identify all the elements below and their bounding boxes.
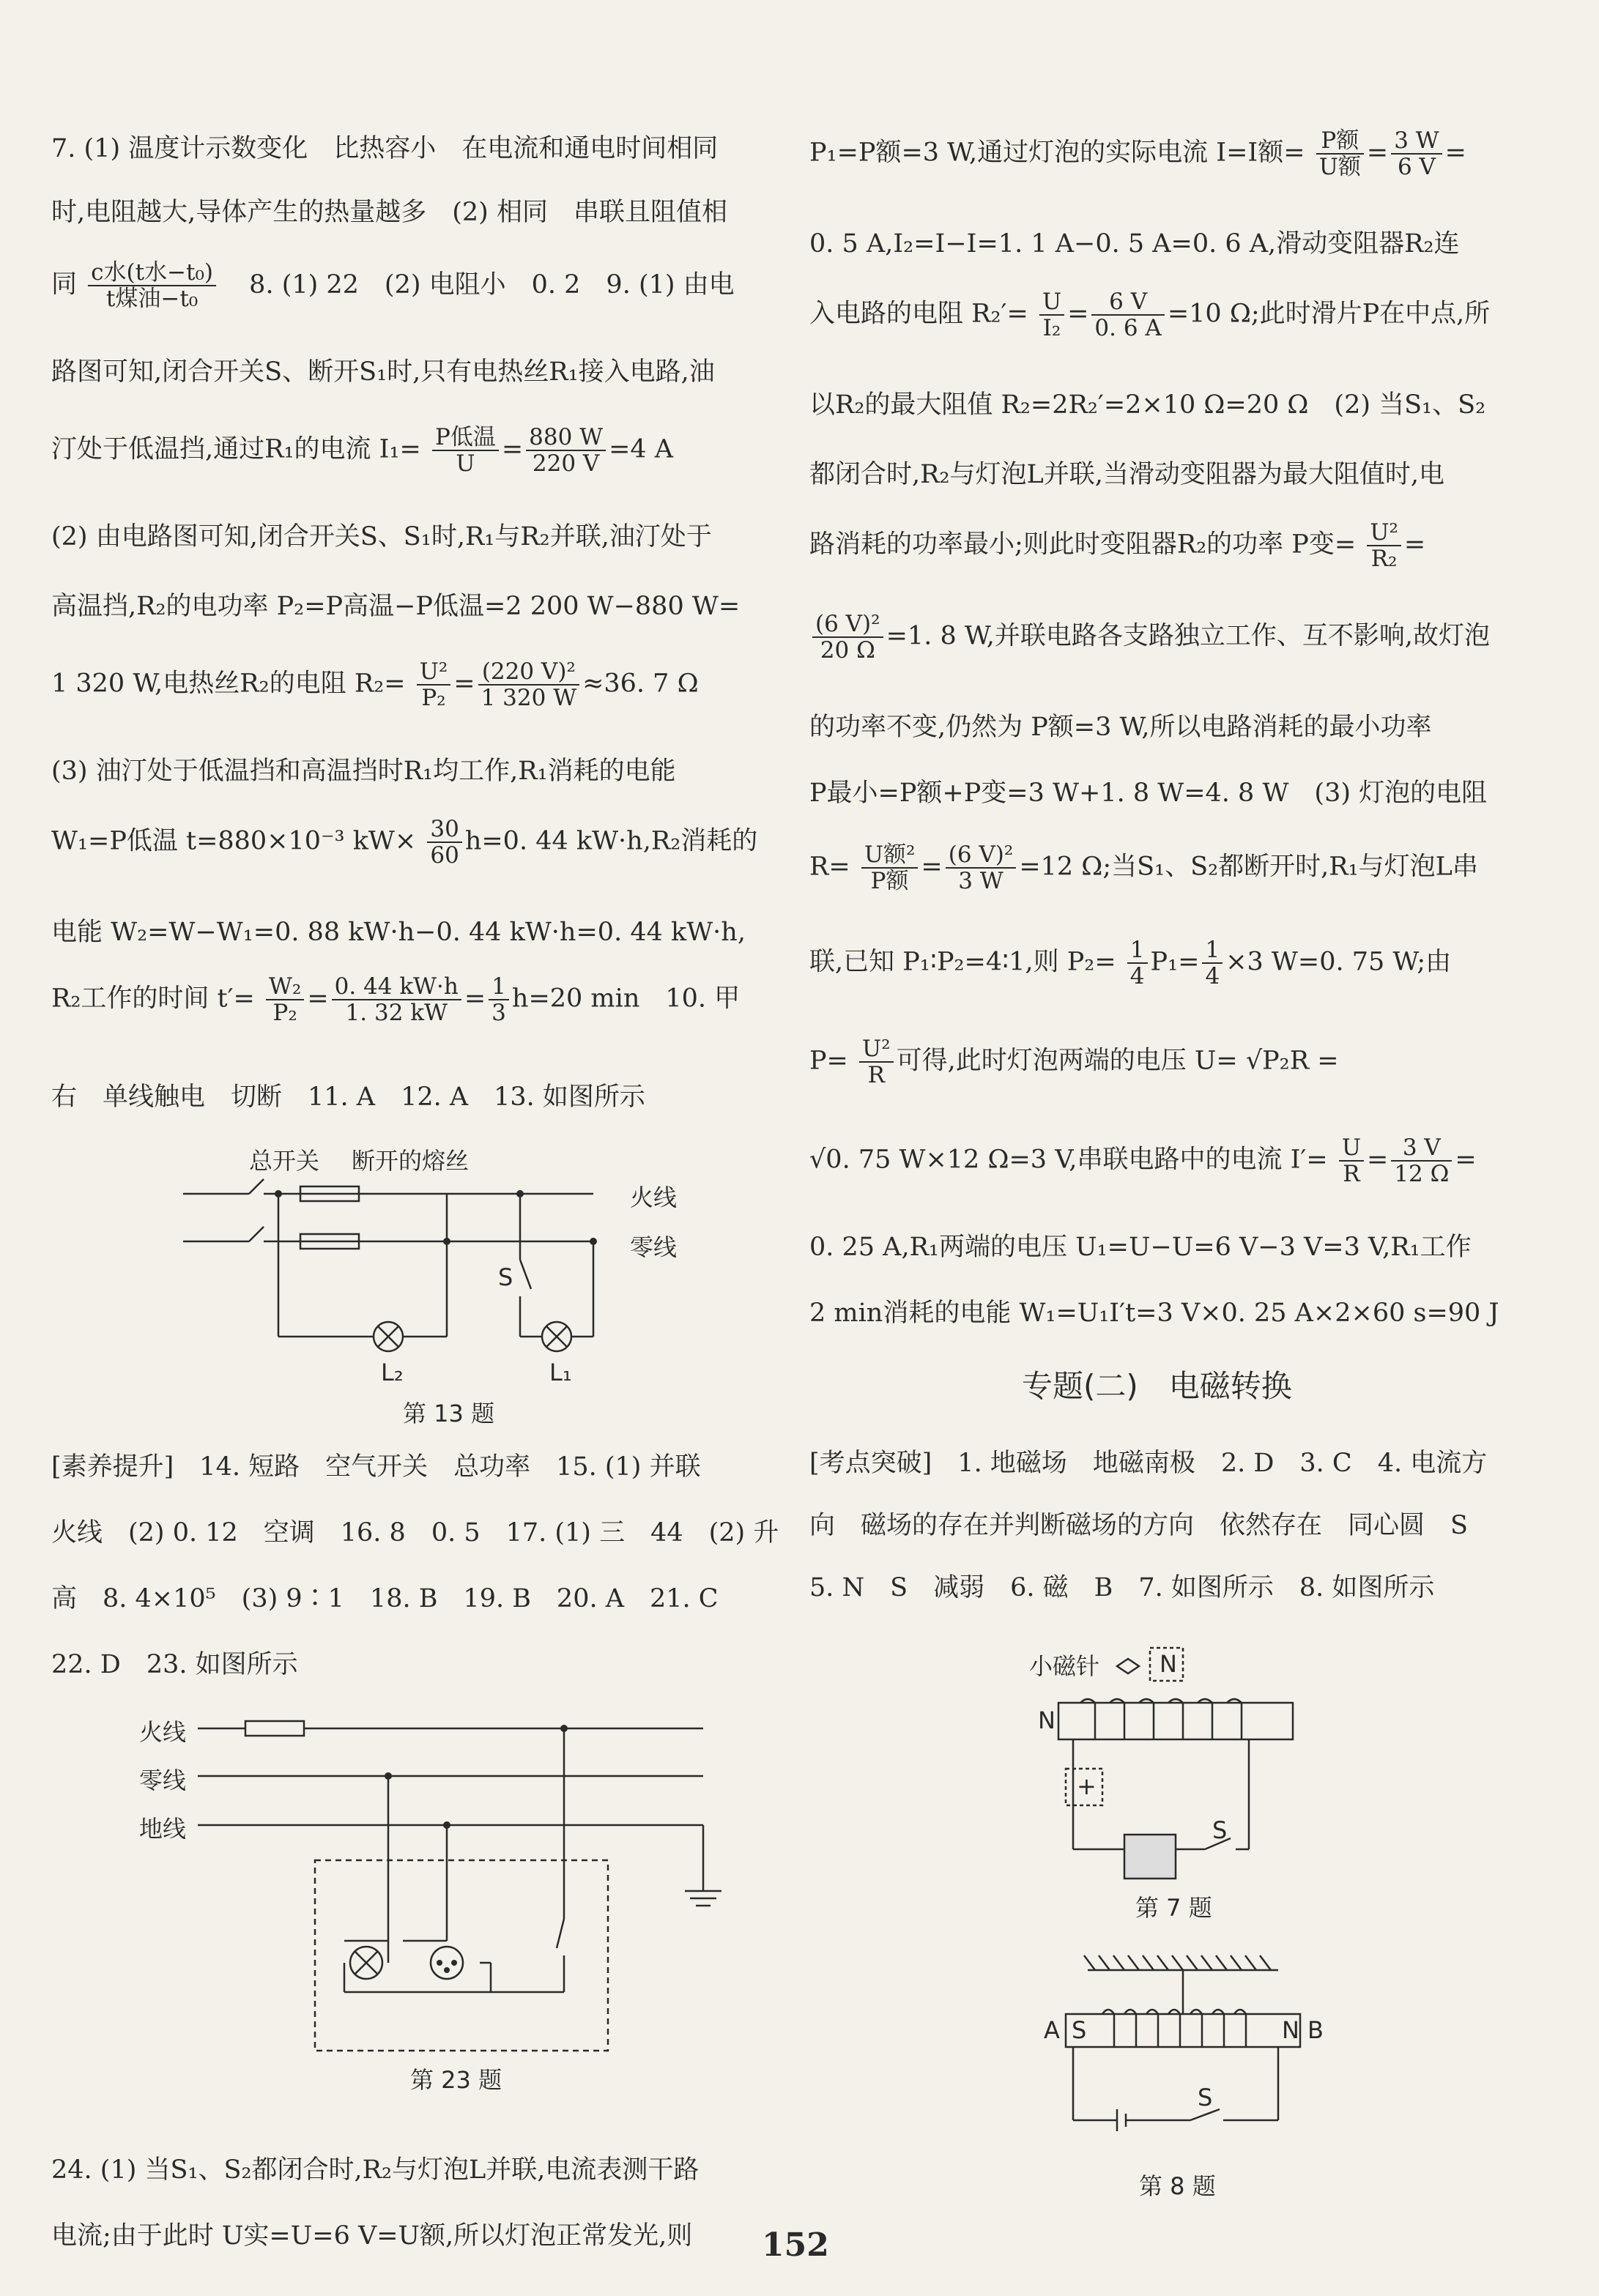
fraction: $\frac{\text{U²}}{\text{R₂}}$ (1367, 520, 1401, 571)
text-line (51, 260, 735, 311)
text-line: R₂工作的时间 t′= $\frac{\text{W₂}}{\text{P₂}}$ = $\frac{0. 44 kW\cdot h}{1. 32 kW}$ = $\frac{1}{3}$ h=20 min 10. 甲 (51, 973, 741, 1027)
text-fragment: ≈36. 7 Ω (582, 669, 699, 699)
label-end-b: B (1307, 2016, 1324, 2044)
label-needle-pole: N (1160, 1650, 1177, 1678)
text-fragment: =12 Ω;当S₁、S₂都断开时,R₁与灯泡L串 (1019, 852, 1478, 882)
text-line: 电能 W₂=W−W₁=0. 88 kW·h−0. 44 kW·h=0. 44 kW·h, (51, 918, 746, 947)
fraction: $\frac{\text{P额}}{\text{U额}}$ (1316, 128, 1364, 179)
label-switch: S (1198, 2084, 1213, 2111)
label-fuse: 断开的熔丝 (352, 1147, 470, 1175)
label-lamp-l2: L₂ (381, 1359, 404, 1386)
text-fragment: W₁=P低温 t=880×10⁻³ kW× (51, 826, 417, 856)
text-line: 高 8. 4×10⁵ (3) 9∶1 18. B 19. B 20. A 21. C (51, 1584, 719, 1613)
text-line: 时,电阻越大,导体产生的热量越多 (2) 相同 串联且阻值相 (51, 198, 727, 227)
text-line: [素养提升] 14. 短路 空气开关 总功率 15. (1) 并联 (51, 1452, 701, 1482)
text-line: R= $\frac{\text{U额²}}{\text{P额}}$ = $\frac{\text{(6 V)²}}{3 W}$ =12 Ω;当S₁、S₂都断开时,R₁与灯泡L串 (809, 842, 1478, 895)
caption-fig-7: 第 7 题 (1135, 1894, 1212, 1922)
text-line (809, 612, 1490, 663)
text-fragment: P= (809, 1046, 848, 1076)
figure-23 (139, 1699, 740, 2131)
text-fragment: 联,已知 P₁∶P₂=4∶1,则 P₂= (809, 947, 1116, 977)
text-line: √0. 75 W×12 Ω=3 V,串联电路中的电流 I′= $\frac{U}{R}$ = $\frac{3 V}{12 \Omega}$ = (809, 1134, 1477, 1188)
text-line: 高温挡,R₂的电功率 P₂=P高温−P低温=2 200 W−880 W= (51, 592, 741, 621)
text-line (809, 1036, 1339, 1088)
text-fragment: √0. 75 W×12 Ω (809, 1145, 1009, 1175)
text-line: 的功率不变,仍然为 P额=3 W,所以电路消耗的最小功率 (809, 713, 1432, 742)
text-fragment: =10 Ω;此时滑片P在中点,所 (1167, 299, 1491, 329)
text-fragment: ×3 W=0. 75 W;由 (1225, 947, 1452, 977)
label-live-wire: 火线 (139, 1718, 187, 1746)
fraction: $\frac{1}{4}$ (1202, 937, 1223, 989)
section-title: 专题(二) 电磁转换 (1022, 1368, 1292, 1404)
text-fragment: √P₂R (1245, 1046, 1310, 1076)
fraction: $\frac{0. 44 kW\cdot h}{1. 32 kW}$ (332, 974, 461, 1025)
label-main-switch: 总开关 (249, 1147, 320, 1175)
fraction: $\frac{\text{U²}}{\text{P₂}}$ (417, 659, 451, 710)
fraction: $\frac{\text{(6 V)²}}{20 \Omega}$ (812, 612, 883, 663)
fraction: $\frac{\text{W₂}}{\text{P₂}}$ (266, 974, 304, 1025)
label-ground-wire: 地线 (139, 1815, 187, 1843)
text-fragment: P₁= (1150, 947, 1200, 977)
label-compass-needle: 小磁针 (1029, 1652, 1100, 1680)
text-line: 1 320 W,电热丝R₂的电阻 R₂= $\frac{\text{U²}}{\text{P₂}}$ = $\frac{\text{(220 V)²}}{1 320 W}$ ≈36. 7 Ω (51, 658, 699, 712)
text-fragment: h=0. 44 kW·h,R₂消耗的 (464, 826, 758, 856)
text-fragment: 1 320 W,电热丝R₂的电阻 (51, 669, 346, 699)
text-line: 路图可知,闭合开关S、断开S₁时,只有电热丝R₁接入电路,油 (51, 357, 715, 387)
label-coil-pole: N (1038, 1706, 1056, 1734)
label-live-wire: 火线 (630, 1184, 678, 1211)
text-line: 向 磁场的存在并判断磁场的方向 依然存在 同心圆 S (809, 1511, 1468, 1540)
text-line: 火线 (2) 0. 12 空调 16. 8 0. 5 17. (1) 三 44 (2) 升 (51, 1518, 779, 1548)
text-fragment: h=20 min 10. 甲 (511, 984, 741, 1014)
caption-fig-13: 第 13 题 (403, 1400, 495, 1427)
label-plus: + (1077, 1772, 1097, 1800)
label-lamp-l1: L₁ (549, 1359, 572, 1386)
circuit-diagram-23 (139, 1699, 740, 2095)
fraction: $\frac{\text{c水(t水−t₀)}}{\text{t煤油−t₀}}$ (88, 260, 216, 311)
text-fragment: R₂工作的时间 (51, 984, 209, 1014)
text-fragment: R= (809, 852, 850, 882)
label-neutral-wire: 零线 (139, 1766, 187, 1794)
label-neutral-wire: 零线 (630, 1233, 678, 1261)
fraction: $\frac{\text{(220 V)²}}{1 320 W}$ (478, 659, 579, 710)
label-switch: S (498, 1263, 513, 1291)
fraction: $\frac{6 V}{0. 6 A}$ (1091, 289, 1164, 341)
text-fragment: 汀处于低温挡,通过R₁的电流 (51, 434, 371, 464)
text-line: 5. N S 减弱 6. 磁 B 7. 如图所示 8. 如图所示 (809, 1573, 1435, 1602)
caption-fig-8: 第 8 题 (1139, 2172, 1216, 2200)
text-line (809, 937, 1451, 989)
text-line: 22. D 23. 如图所示 (51, 1650, 298, 1679)
text-fragment: =3 V,串联电路中的电流 I′= (1009, 1145, 1328, 1175)
text-fragment: =4 A (609, 434, 674, 464)
text-fragment: 8. (1) 22 (2) 电阻小 0. 2 9. (1) 由电 (249, 270, 735, 300)
text-fragment: R₂′= (971, 299, 1028, 329)
text-line: 汀处于低温挡,通过R₁的电流 I₁= $\frac{\text{P低温}}{U}$ = $\frac{880 W}{220 V}$ =4 A (51, 424, 674, 478)
text-line: 右 单线触电 切断 11. A 12. A 13. 如图所示 (51, 1082, 645, 1112)
fraction: $\frac{\text{P低温}}{U}$ (432, 425, 499, 476)
caption-fig-23: 第 23 题 (410, 2066, 502, 2094)
text-line: 电流;由于此时 U实=U=6 V=U额,所以灯泡正常发光,则 (51, 2221, 693, 2251)
text-fragment: 可得,此时灯泡两端的电压 U= (896, 1046, 1238, 1076)
text-line: (2) 由电路图可知,闭合开关S、S₁时,R₁与R₂并联,油汀处于 (51, 522, 712, 551)
text-fragment: I₁= (379, 434, 421, 464)
fraction: $\frac{3 V}{12 \Omega}$ (1391, 1135, 1452, 1186)
figure-8 (1044, 1948, 1351, 2212)
text-line: 2 min消耗的电能 W₁=U₁I′t=3 V×0. 25 A×2×60 s=90 J (809, 1299, 1499, 1328)
fraction: $\frac{\text{(6 V)²}}{3 W}$ (946, 842, 1017, 893)
label-pole-s: S (1072, 2016, 1087, 2044)
figure-7 (1029, 1637, 1337, 1944)
text-line: 7. (1) 温度计示数变化 比热容小 在电流和通电时间相同 (51, 134, 719, 163)
fraction: $\frac{\text{U额²}}{\text{P额}}$ (861, 842, 919, 893)
text-line: 0. 5 A,I₂=I−I=1. 1 A−0. 5 A=0. 6 A,滑动变阻器R₂连 (809, 229, 1460, 259)
text-fragment: P₁=P额=3 W,通过灯泡的实际电流 I=I额= (809, 138, 1305, 168)
text-line: 入电路的电阻 R₂′= $\frac{U}{\text{I₂}}$ = $\frac{6 V}{0. 6 A}$ =10 Ω;此时滑片P在中点,所 (809, 289, 1491, 342)
electromagnet-diagram-8 (1044, 1948, 1351, 2168)
text-fragment: =1. 8 W,并联电路各支路独立工作、互不影响,故灯泡 (886, 621, 1490, 651)
label-switch: S (1212, 1816, 1228, 1844)
page-number: 152 (762, 2226, 829, 2264)
text-line: 24. (1) 当S₁、S₂都闭合时,R₂与灯泡L并联,电流表测干路 (51, 2155, 700, 2185)
fraction: $\frac{3 W}{6 V}$ (1391, 128, 1442, 179)
text-fragment: t′= (217, 984, 255, 1014)
text-line: 都闭合时,R₂与灯泡L并联,当滑动变阻器为最大阻值时,电 (809, 460, 1445, 489)
fraction: $\frac{880 W}{220 V}$ (526, 425, 606, 476)
text-line: P₁=P额=3 W,通过灯泡的实际电流 I=I额= $\frac{\text{P额}}{\text{U额}}$ = $\frac{3 W}{6 V}$ = (809, 127, 1466, 181)
text-fragment: 入电路的电阻 (809, 299, 964, 329)
label-end-a: A (1044, 2016, 1060, 2044)
fraction: $\frac{30}{60}$ (427, 817, 461, 868)
fraction: $\frac{1}{4}$ (1127, 937, 1148, 989)
fraction: $\frac{\text{U²}}{R}$ (859, 1036, 894, 1088)
text-fragment: = (1317, 1046, 1339, 1076)
fraction: $\frac{U}{\text{I₂}}$ (1039, 289, 1064, 341)
text-line: P最小=P额+P变=3 W+1. 8 W=4. 8 W (3) 灯泡的电阻 (809, 779, 1488, 808)
fraction: $\frac{U}{R}$ (1339, 1135, 1364, 1186)
text-fragment: 同 (51, 270, 78, 300)
text-fragment: 路消耗的功率最小;则此时变阻器R₂的功率 P变= (809, 530, 1357, 560)
text-fragment: R₂= (354, 669, 406, 699)
fraction: $\frac{1}{3}$ (489, 974, 509, 1025)
text-line: 以R₂的最大阻值 R₂=2R₂′=2×10 Ω=20 Ω (2) 当S₁、S₂ (809, 390, 1486, 420)
text-line: [考点突破] 1. 地磁场 地磁南极 2. D 3. C 4. 电流方 (809, 1449, 1488, 1478)
text-fragment: = (1455, 1145, 1477, 1175)
text-line: 路消耗的功率最小;则此时变阻器R₂的功率 P变= $\frac{\text{U²}}{\text{R₂}}$ = (809, 519, 1426, 573)
text-line (51, 817, 757, 868)
label-pole-n: N (1282, 2016, 1299, 2044)
text-line: (3) 油汀处于低温挡和高温挡时R₁均工作,R₁消耗的电能 (51, 757, 676, 786)
text-line: 0. 25 A,R₁两端的电压 U₁=U−U=6 V−3 V=3 V,R₁工作 (809, 1233, 1472, 1262)
